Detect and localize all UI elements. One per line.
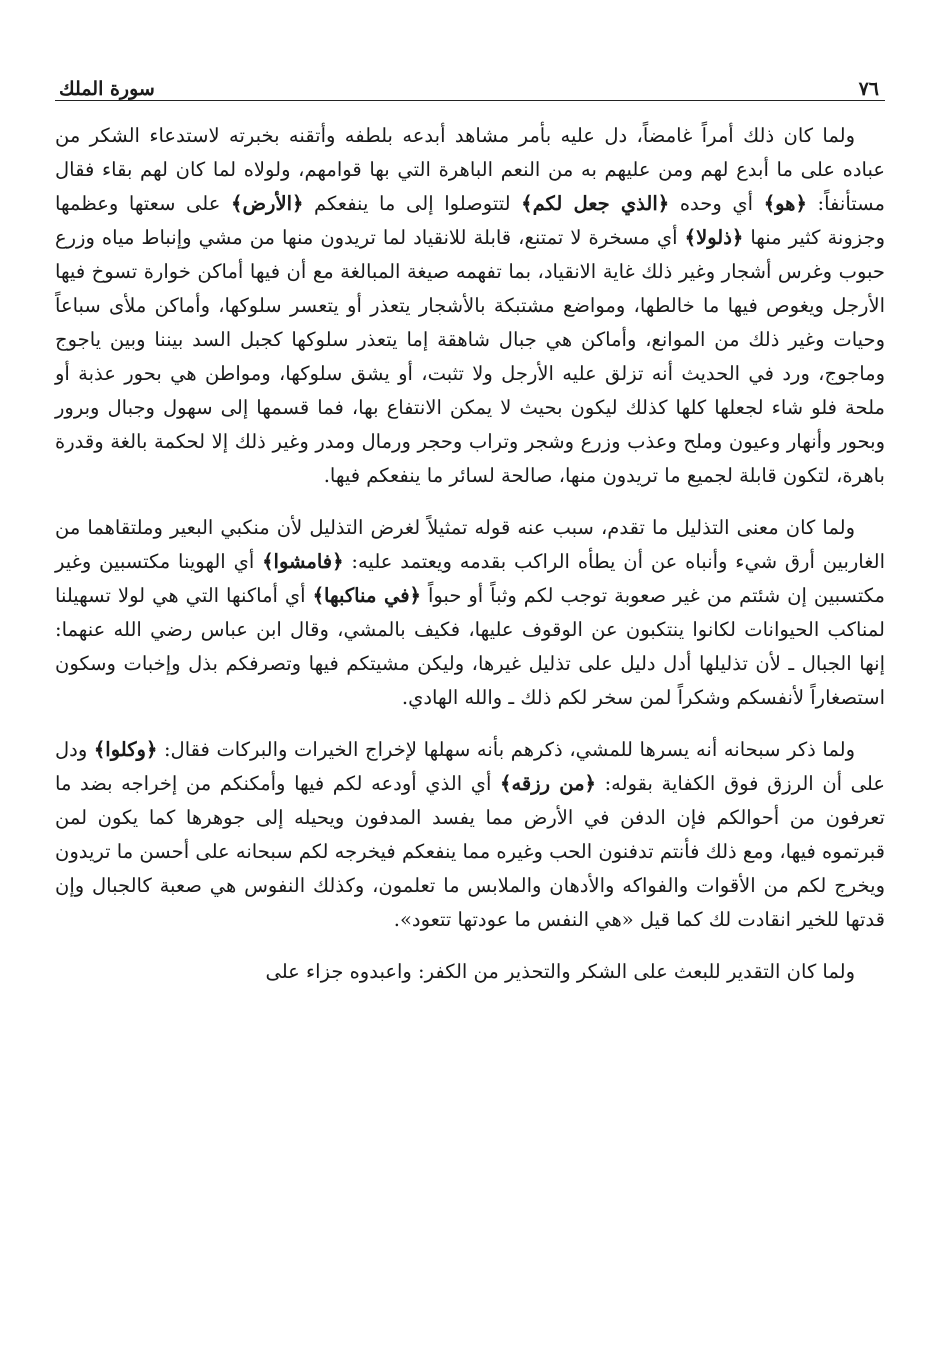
quran-quote: ﴿في مناكبها﴾ [312,584,421,607]
text-segment: ولما كان ذلك أمراً غامضاً، دل عليه بأمر مشاهد أبدعه بلطفه وأتقنه بخبرته لاستدعاء الشكر من عباده على ما أبدع لهم ومن عليهم به من النعم الباهرة التي بها قوامهم، ولولاه لما كان لهم بقاء فقال مستأنفاً: [55,124,885,215]
text-segment: على سعتها وعظمها وجزونة كثير منها [55,192,886,249]
text-segment: لتتوصلوا إلى ما ينفعكم [303,192,522,215]
page-number: ٧٦ [858,78,879,100]
text-segment: ولما ذكر سبحانه أنه يسرها للمشي، ذكرهم بأنه سهلها لإخراج الخيرات والبركات فقال: [157,738,855,761]
text-segment: ودل على أن الرزق فوق الكفاية بقوله: [55,738,886,795]
paragraph [55,955,885,989]
quran-quote: ﴿ذلولا﴾ [684,226,744,249]
text-segment: أي وحده [669,192,764,215]
quran-quote: ﴿الأرض﴾ [231,192,304,215]
quran-quote: ﴿الذي جعل لكم﴾ [521,192,670,215]
text-segment: أي الذي أودعه لكم فيها وأمكنكم من إخراجه بضد ما تعرفون من أحوالكم فإن الدفن في الأرض مما يفسد المدفون ويحيله إلى جوهرها كما يكون لمن قبرتموه فيها، ومع ذلك فأنتم تدفنون الحب وغيره مما ينفعكم فيخرجه لكم سبحانه على أحسن ما تريدون ويخرج لكم من الأقوات والفواكه والأدهان والملابس ما تعلمون، وكذلك النفوس هي صعبة كالجبال وإن قدتها للخير انقادت لك كما قيل «هي النفس ما عودتها تتعود». [55,772,885,931]
body-text [55,119,885,989]
surah-title: سورة الملك [59,78,155,100]
quran-quote: ﴿فامشوا﴾ [262,550,344,573]
text-segment: أي مسخرة لا تمتنع، قابلة للانقياد لما تريدون منها من مشي وإنباط مياه وزرع حبوب وغرس أشجار وغير ذلك غاية الانقياد، بما تفهمه صيغة المبالغة مع أن فيها أماكن خوارة تسوخ فيها الأرجل ويغوص فيها ما خالطها، ومواضع مشتبكة بالأشجار يتعذر أو يتعسر سلوكها، وأماكن ملأى سباعاً وحيات وغير ذلك من الموانع، وأماكن هي جبال شاهقة إما يتعذر سلوكها كجبل السد بيننا وبين ياجوج وماجوج، ورد في الحديث أنه تزلق عليه الأرجل ولا تثبت، أو يشق سلوكها، ومواطن هي بحور عذبة أو ملحة فلو شاء لجعلها كلها كذلك ليكون بحيث لا يمكن الانتفاع بها، فما قسمها إلى سهول وجبال وبرور وبحور وأنهار وعيون وملح وعذب وزرع وشجر وتراب وحجر ورمال ومدر وغير ذلك إلا لحكمة بالغة وقدرة باهرة، لتكون قابلة لجميع ما تريدون منها، صالحة لسائر ما ينفعكم فيها. [55,226,885,487]
text-segment: ولما كان معنى التذليل ما تقدم، سبب عنه قوله تمثيلاً لغرض التذليل لأن منكبي البعير وملتقاهما من الغاربين أرق شيء وأنباه عن أن يطأه الراكب بقدمه ويعتمد عليه: [55,516,885,573]
paragraph [55,733,885,937]
quran-quote: ﴿وكلوا﴾ [93,738,158,761]
quran-quote: ﴿هو﴾ [763,192,807,215]
paragraph [55,511,885,715]
text-segment: أي أماكنها التي هي لولا تسهيلنا لمناكب الحيوانات لكانوا ينتكبون عن الوقوف عليها، فكيف بالمشي، وقال ابن عباس رضي الله عنهما: إنها الجبال ـ لأن تذليلها أدل دليل على تذليل غيرها، وليكن مشيتكم فيها وتصرفكم بذل وإخبات وسكون استصغاراً لأنفسكم وشكراً لمن سخر لكم ذلك ـ والله الهادي. [55,584,885,709]
book-page [55,60,885,1330]
text-segment: أي الهوينا مكتسبين وغير مكتسبين إن شئتم من غير صعوبة توجب لكم وثباً أو حبواً [55,550,886,607]
quran-quote: ﴿من رزقه﴾ [500,772,596,795]
running-header [55,60,885,101]
paragraph [55,119,885,493]
text-segment: ولما كان التقدير للبعث على الشكر والتحذير من الكفر: واعبدوه جزاء على [265,960,855,983]
